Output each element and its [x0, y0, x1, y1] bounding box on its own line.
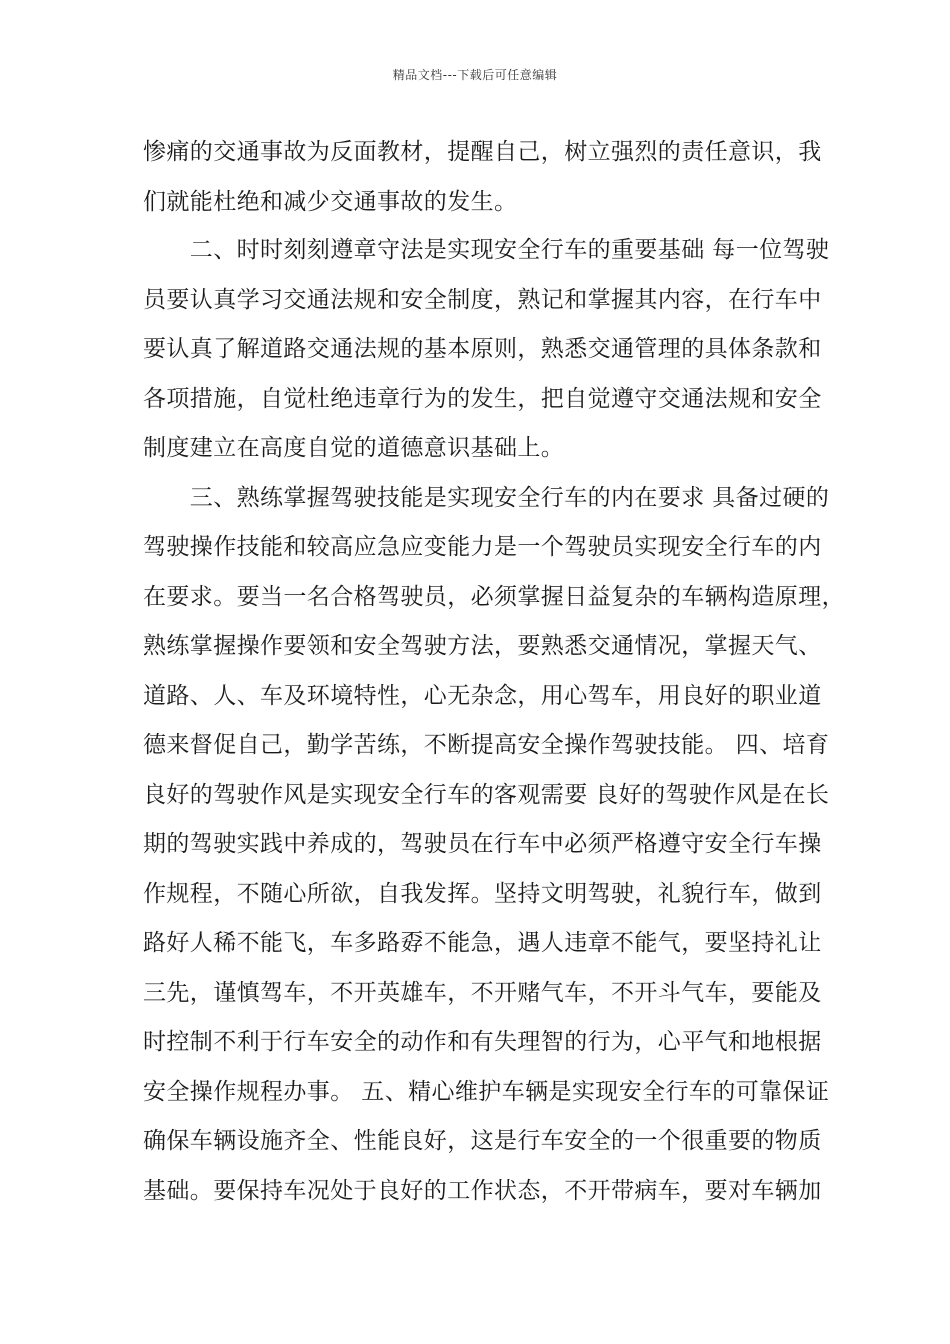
text-line: 路好人稀不能飞，车多路孬不能急，遇人违章不能气，要坚持礼让 — [143, 930, 822, 956]
page-header: 精品文档---下载后可任意编辑 — [392, 68, 558, 82]
text-line: 基础。要保持车况处于良好的工作状态，不开带病车，要对车辆加 — [143, 1178, 822, 1204]
text-line: 三、熟练掌握驾驶技能是实现安全行车的内在要求 具备过硬的 — [143, 485, 830, 511]
text-line: 制度建立在高度自觉的道德意识基础上。 — [143, 435, 565, 461]
text-line: 熟练掌握操作要领和安全驾驶方法，要熟悉交通情况，掌握天气、 — [143, 633, 822, 659]
text-line: 要认真了解道路交通法规的基本原则，熟悉交通管理的具体条款和 — [143, 336, 822, 362]
text-line: 良好的驾驶作风是实现安全行车的客观需要 良好的驾驶作风是在长 — [143, 782, 830, 808]
text-line: 作规程，不随心所欲，自我发挥。坚持文明驾驶，礼貌行车，做到 — [143, 881, 822, 907]
text-line: 在要求。要当一名合格驾驶员，必须掌握日益复杂的车辆构造原理， — [143, 584, 845, 610]
text-line: 道路、人、车及环境特性，心无杂念，用心驾车，用良好的职业道 — [143, 683, 822, 709]
text-line: 各项措施，自觉杜绝违章行为的发生，把自觉遵守交通法规和安全 — [143, 386, 822, 412]
text-line: 二、时时刻刻遵章守法是实现安全行车的重要基础 每一位驾驶 — [143, 237, 830, 263]
text-line: 德来督促自己，勤学苦练，不断提高安全操作驾驶技能。 四、培育 — [143, 732, 830, 758]
text-line: 惨痛的交通事故为反面教材，提醒自己，树立强烈的责任意识，我 — [143, 139, 822, 165]
text-line: 驾驶操作技能和较高应急应变能力是一个驾驶员实现安全行车的内 — [143, 534, 822, 560]
text-line: 员要认真学习交通法规和安全制度，熟记和掌握其内容，在行车中 — [143, 287, 822, 313]
text-line: 们就能杜绝和减少交通事故的发生。 — [143, 189, 518, 215]
text-line: 确保车辆设施齐全、性能良好，这是行车安全的一个很重要的物质 — [143, 1128, 822, 1154]
text-line: 期的驾驶实践中养成的，驾驶员在行车中必须严格遵守安全行车操 — [143, 831, 822, 857]
text-line: 三先，谨慎驾车，不开英雄车，不开赌气车，不开斗气车，要能及 — [143, 980, 822, 1006]
text-line: 安全操作规程办事。 五、精心维护车辆是实现安全行车的可靠保证 — [143, 1079, 830, 1105]
text-line: 时控制不利于行车安全的动作和有失理智的行为，心平气和地根据 — [143, 1029, 822, 1055]
